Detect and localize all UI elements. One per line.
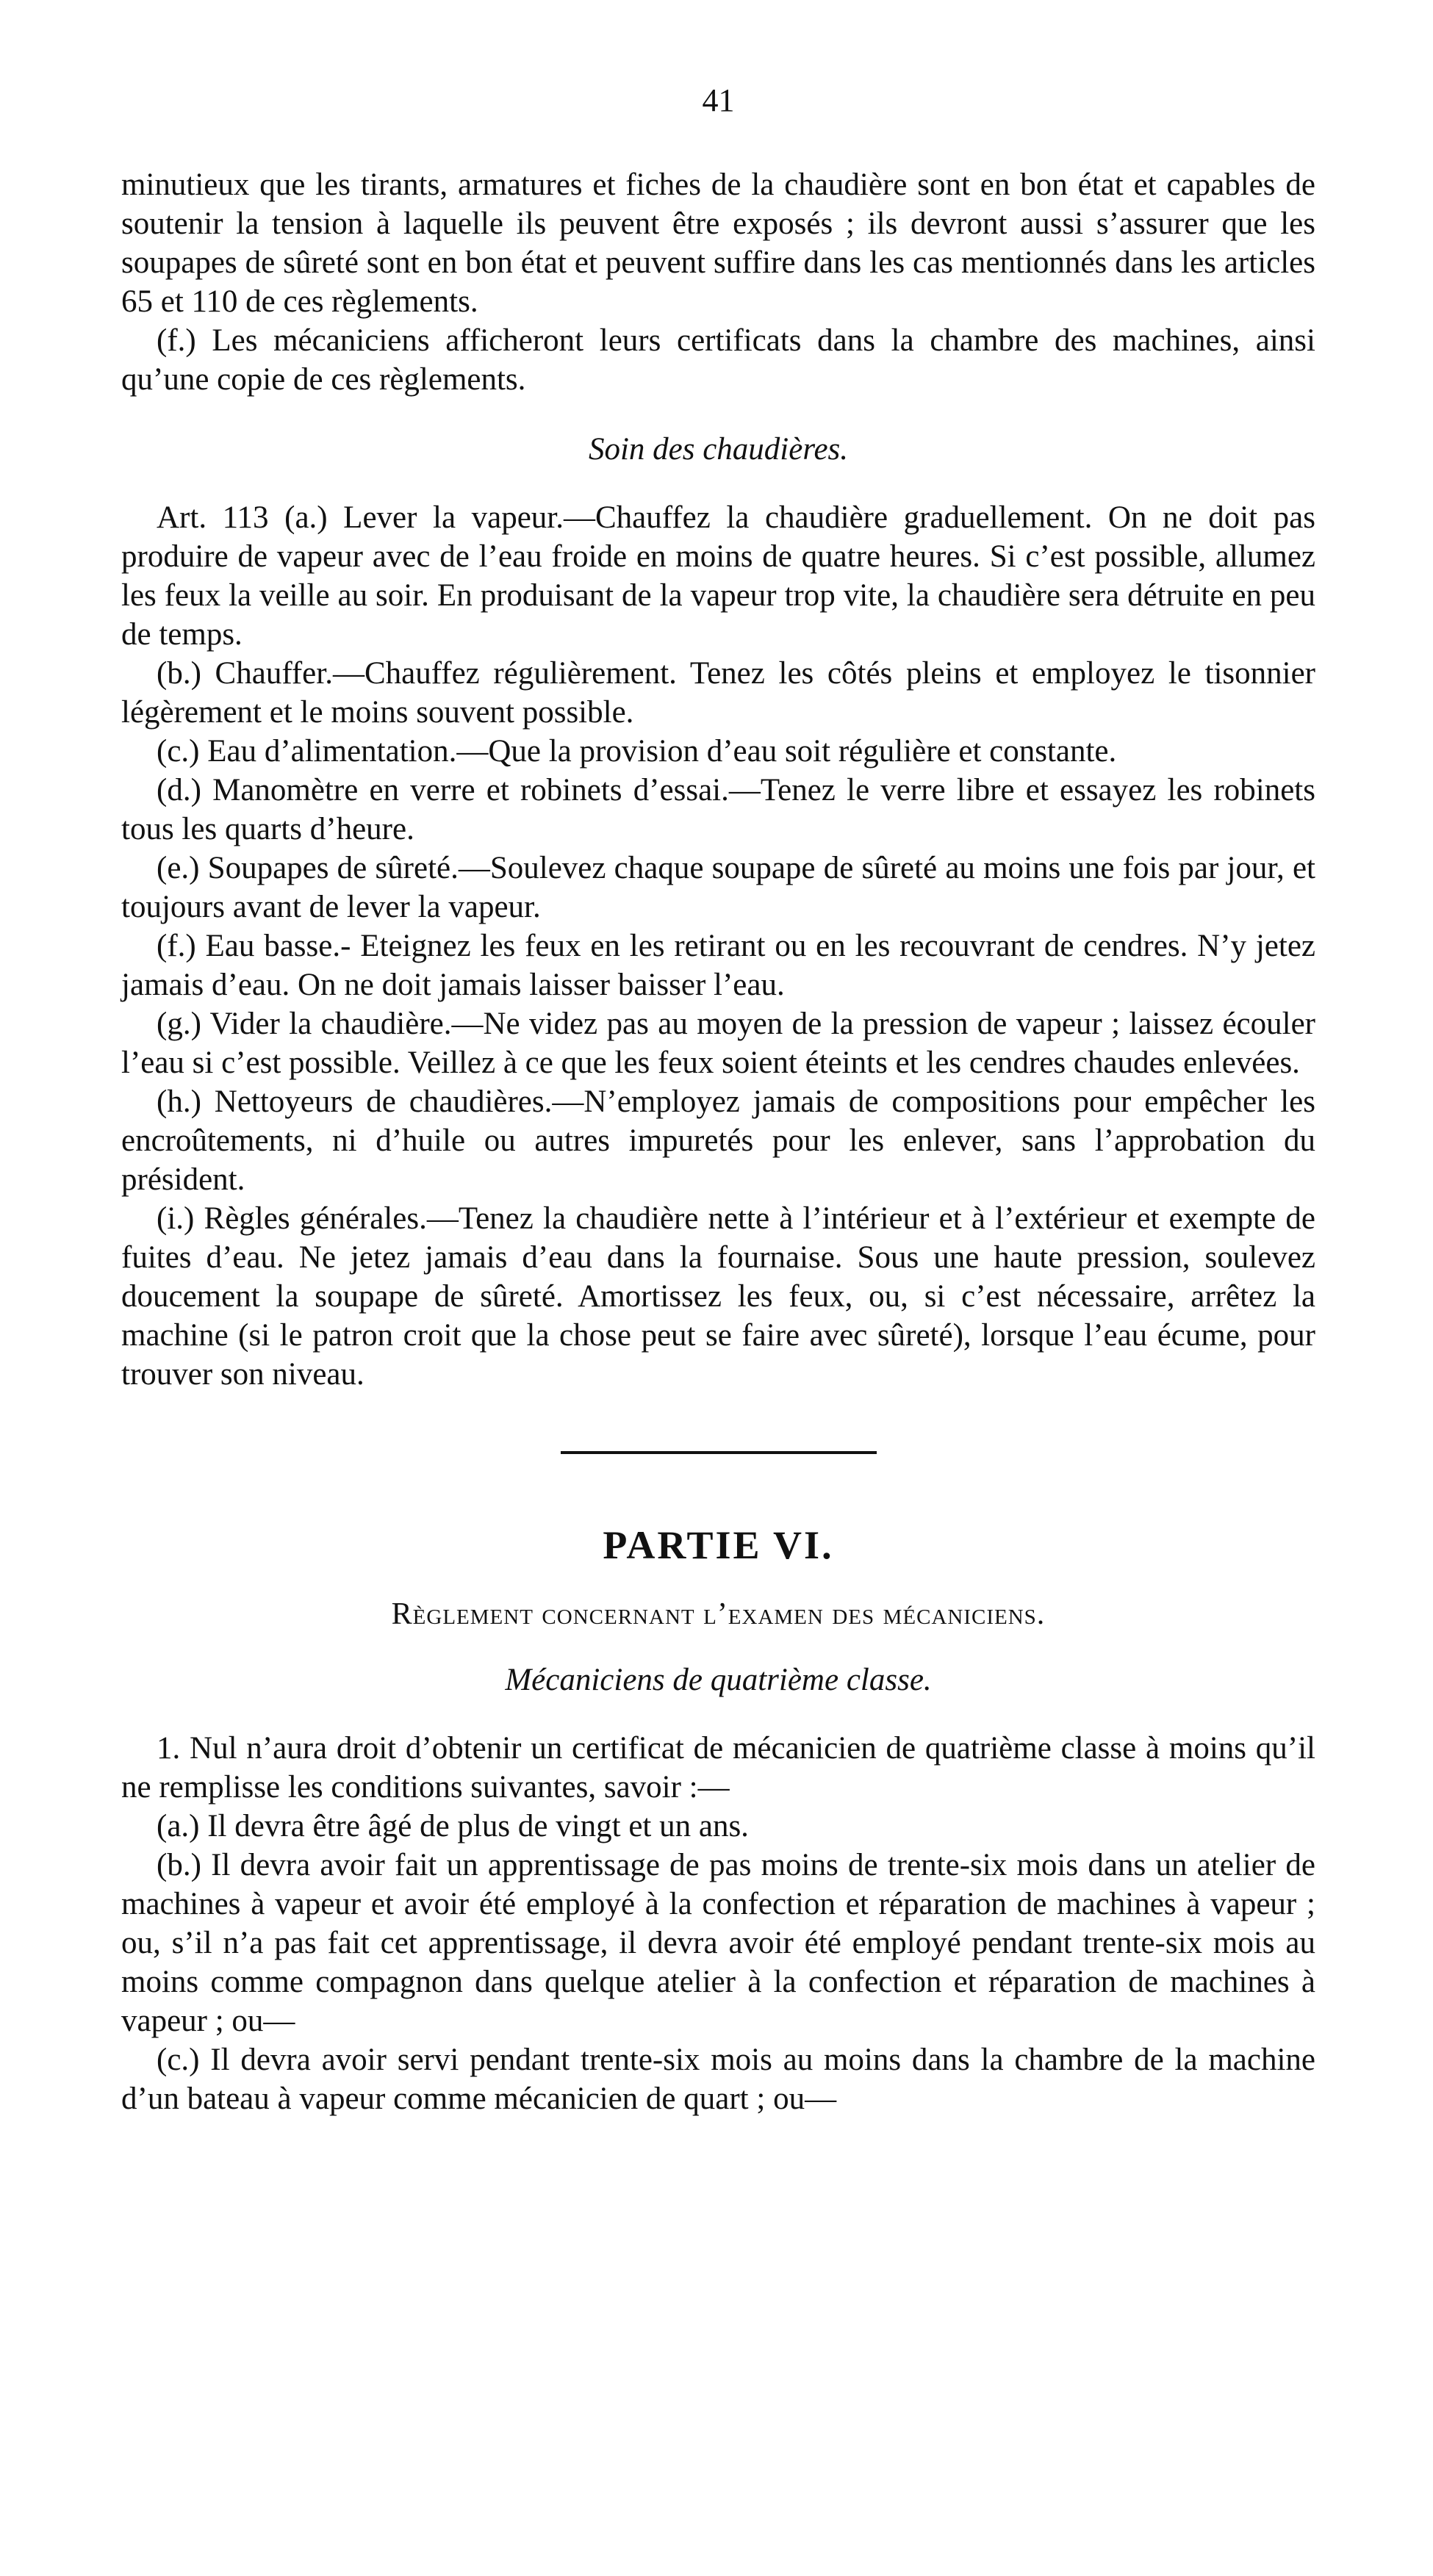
article-113-d: (d.) Manomètre en verre et robinets d’essai.—Tenez le verre libre et essayez les robinets tous les quarts d’heure.	[121, 773, 1315, 846]
article-113-f: (f.) Eau basse.- Eteignez les feux en les retirant ou en les recouvrant de cendres. N’y jetez jamais d’eau. On ne doit jamais laisser baisser l’eau.	[121, 929, 1315, 1002]
section-heading-mecaniciens: Mécaniciens de quatrième classe.	[505, 1663, 932, 1697]
section-heading-soin: Soin des chaudières.	[588, 432, 849, 467]
article-113-i: (i.) Règles générales.—Tenez la chaudière nette à l’intérieur et à l’extérieur et exempte de fuites d’eau. Ne jetez jamais d’eau dans la fournaise. Sous une haute pression, soulevez doucement la soupape de sûreté. Amortissez les feux, ou, si c’est nécessaire, arrêtez la machine (si le patron croit que la chose peut se faire avec sûreté), lorsque l’eau écume, pour trouver son niveau.	[121, 1201, 1315, 1392]
reglement-title: Règlement concernant l’examen des mécaniciens.	[391, 1597, 1046, 1631]
partie-title: PARTIE VI.	[603, 1523, 834, 1567]
article-113-c: (c.) Eau d’alimentation.—Que la provision d’eau soit régulière et constante.	[157, 734, 1117, 769]
section-divider	[561, 1451, 877, 1454]
article-113-a: Art. 113 (a.) Lever la vapeur.—Chauffez la chaudière graduellement. On ne doit pas produire de vapeur avec de l’eau froide en moins de quatre heures. Si c’est possible, allumez les feux la veille au soir. En produisant de la vapeur trop vite, la chaudière sera détruite en peu de temps.	[121, 500, 1315, 652]
article-113-g: (g.) Vider la chaudière.—Ne videz pas au moyen de la pression de vapeur ; laissez écouler l’eau si c’est possible. Veillez à ce que les feux soient éteints et les cendres chaudes enlevées.	[121, 1007, 1315, 1080]
article-113-e: (e.) Soupapes de sûreté.—Soulevez chaque soupape de sûreté au moins une fois par jour, et toujours avant de lever la vapeur.	[121, 851, 1315, 924]
section-1-a: (a.) Il devra être âgé de plus de vingt et un ans.	[157, 1809, 749, 1843]
paragraph-continuation: minutieux que les tirants, armatures et fiches de la chaudière sont en bon état et capables de soutenir la tension à laquelle ils peuvent être exposés ; ils devront aussi s’assurer que les soupapes de sûreté sont en bon état et peuvent suffire dans les cas mentionnés dans les articles 65 et 110 de ces règlements.	[121, 168, 1315, 319]
page-number: 41	[702, 82, 735, 118]
article-113-h: (h.) Nettoyeurs de chaudières.—N’employez jamais de compositions pour empêcher les encroûtements, ni d’huile ou autres impuretés pour les enlever, sans l’approbation du président.	[121, 1084, 1315, 1197]
article-113-b: (b.) Chauffer.—Chauffez régulièrement. Tenez les côtés pleins et employez le tisonnier légèrement et le moins souvent possible.	[121, 656, 1315, 730]
paragraph-f-certificats: (f.) Les mécaniciens afficheront leurs certificats dans la chambre des machines, ainsi qu’une copie de ces règlements.	[121, 323, 1315, 397]
section-1-b: (b.) Il devra avoir fait un apprentissage de pas moins de trente-six mois dans un atelier de machines à vapeur et avoir été employé à la confection et réparation de machines à vapeur ; ou, s’il n’a pas fait cet apprentissage, il devra avoir été employé pendant trente-six mois au moins comme compagnon dans quelque atelier à la confection et réparation de machines à vapeur ; ou—	[121, 1848, 1315, 2038]
section-1-intro: 1. Nul n’aura droit d’obtenir un certificat de mécanicien de quatrième classe à moins qu’il ne remplisse les conditions suivantes, savoir :—	[121, 1731, 1315, 1805]
section-1-c: (c.) Il devra avoir servi pendant trente-six mois au moins dans la chambre de la machine d’un bateau à vapeur comme mécanicien de quart ; ou—	[121, 2043, 1315, 2116]
